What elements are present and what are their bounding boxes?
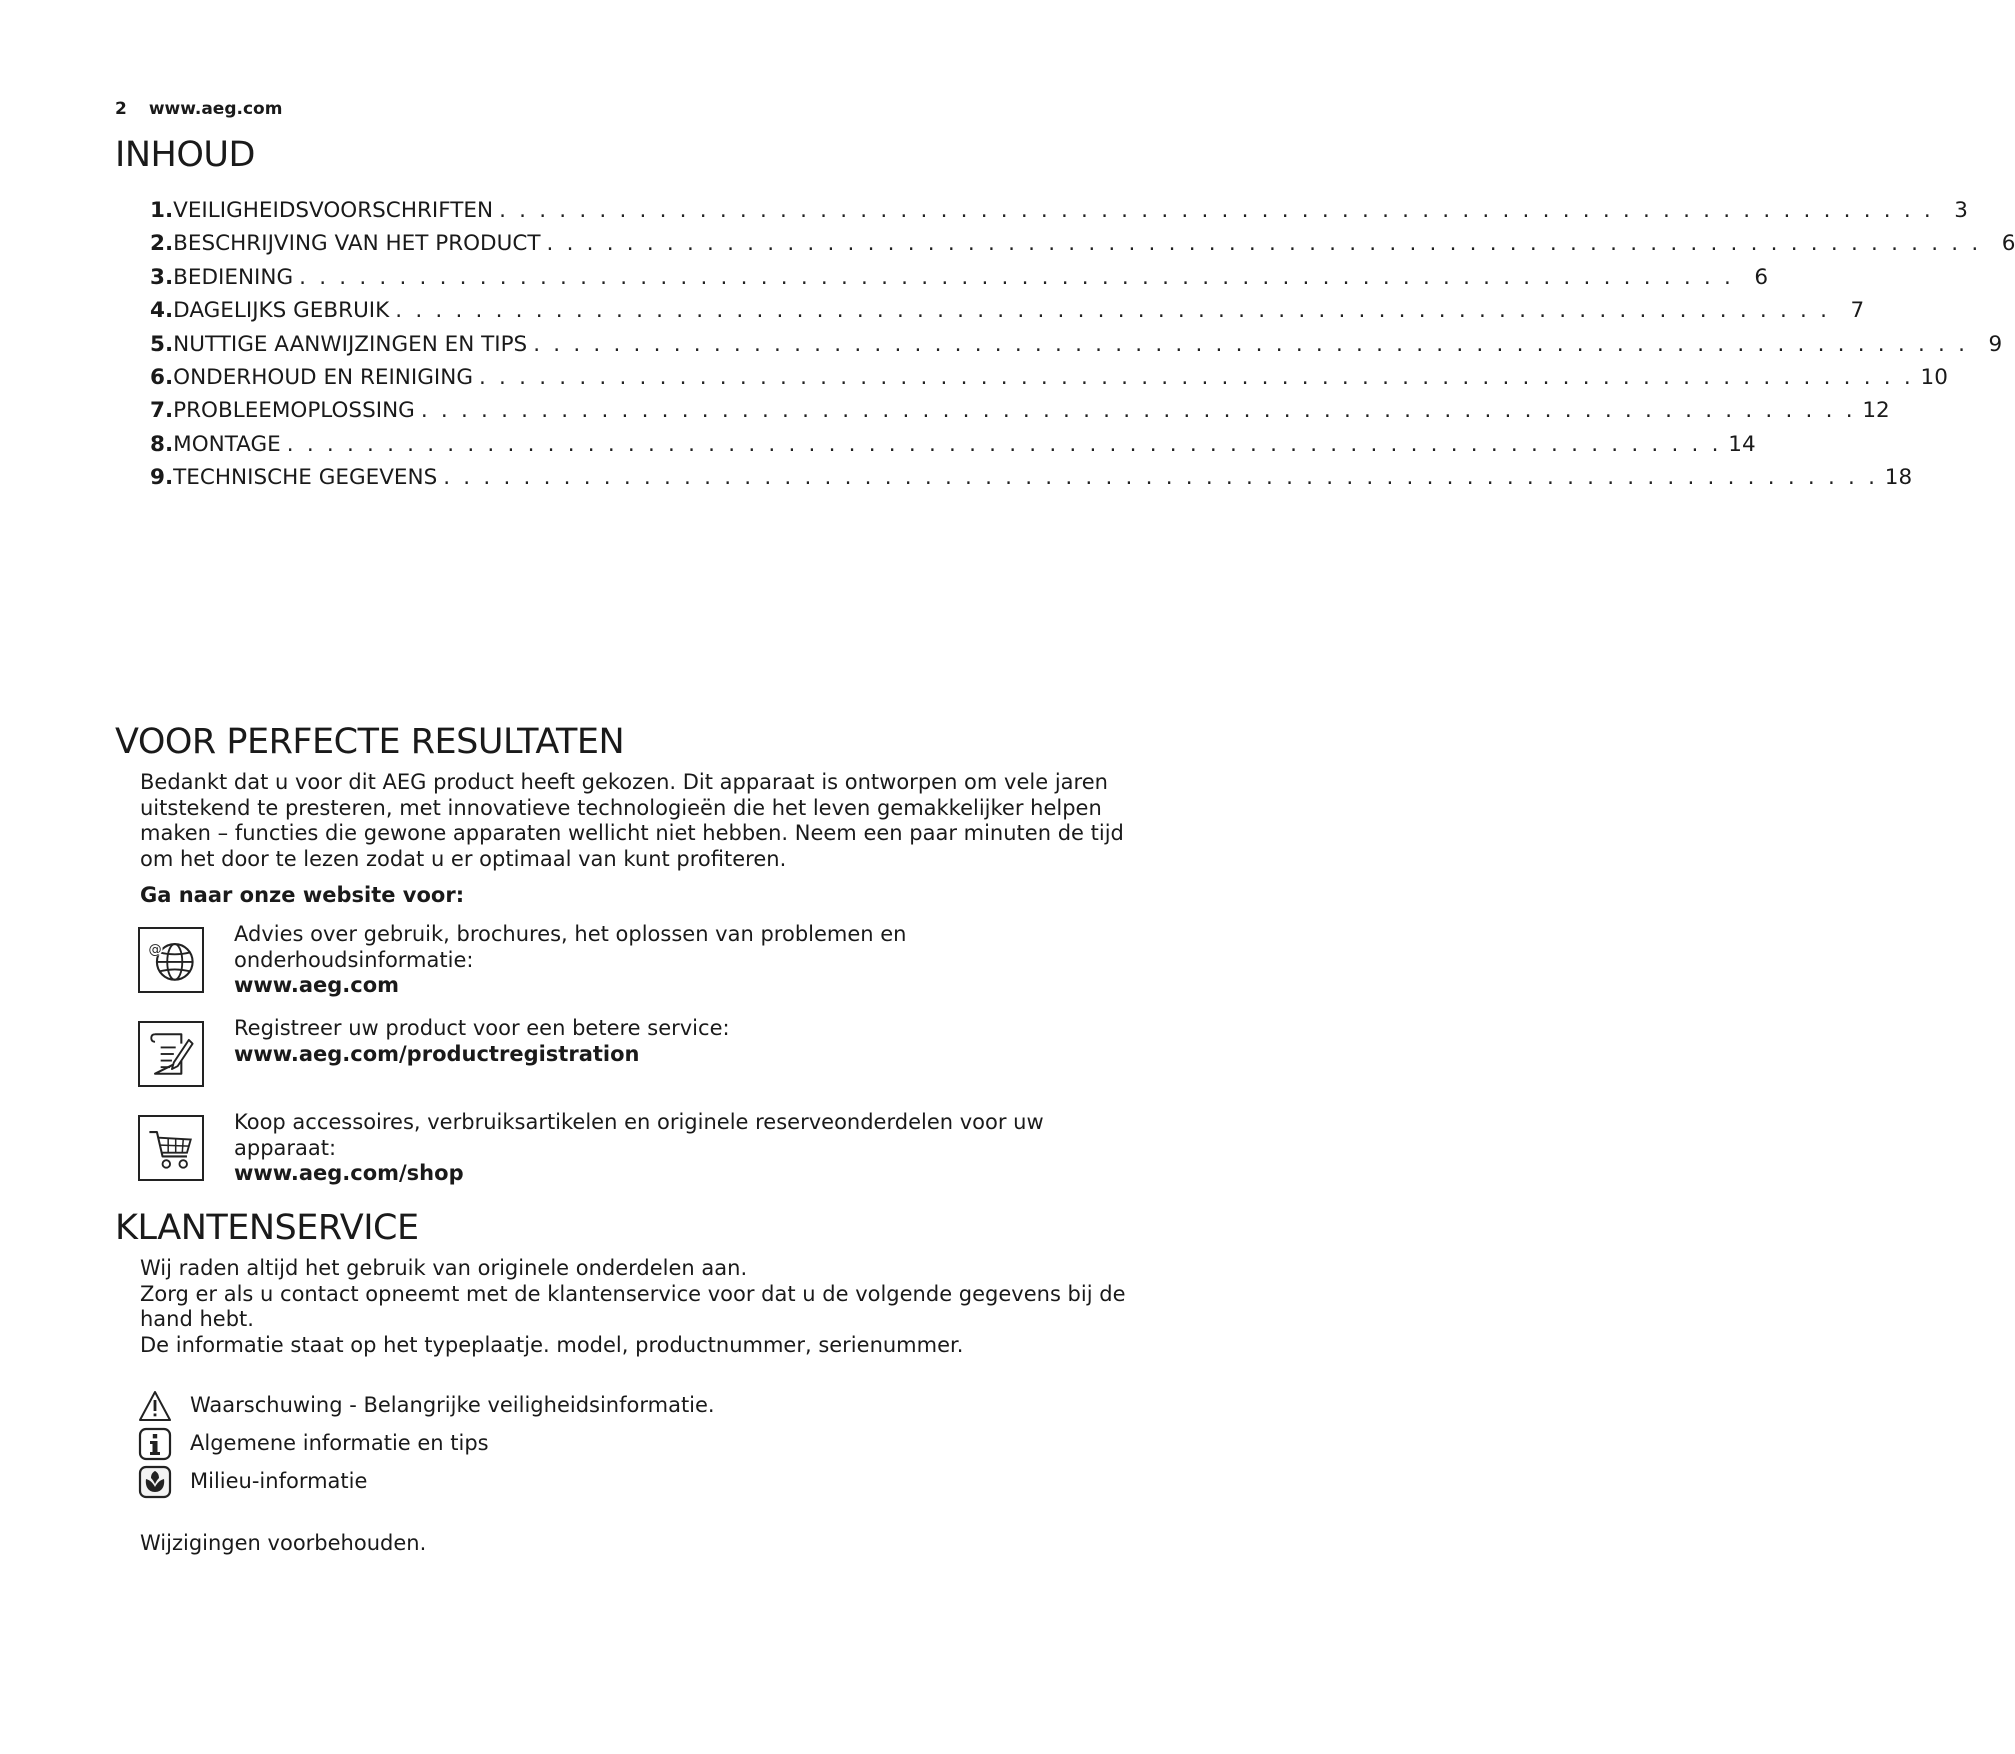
toc-entry-page: 6 [2001, 231, 2015, 257]
toc-entry-number: 8. [150, 431, 174, 457]
website-item-line: Registreer uw product voor een betere service: [234, 1016, 730, 1040]
toc-entry-page: 14 [1728, 431, 1756, 457]
header-url[interactable]: www.aeg.com [148, 99, 283, 119]
toc-entry-page: 12 [1862, 398, 1890, 424]
toc-entry-number: 6. [150, 364, 174, 390]
toc-entry-title: BEDIENING [173, 264, 294, 290]
results-intro [140, 770, 1130, 872]
website-link[interactable]: www.aeg.com [234, 973, 400, 997]
toc-entry-title: PROBLEEMOPLOSSING [173, 398, 415, 424]
toc-entry[interactable] [150, 264, 1769, 298]
website-item-text [234, 1110, 1114, 1187]
toc-entry-number: 1. [150, 198, 174, 223]
shopping-cart-icon [138, 1115, 204, 1181]
toc-entry-number: 9. [150, 465, 174, 491]
toc-entry-page: 7 [1850, 298, 1865, 324]
toc-entry-page: 18 [1884, 465, 1913, 491]
dot-leader: . . . . . . . . . . . . . . . . . . . . . . . . . . . . . . . . . . . . . . . . . . . . . . . . . . . . . . . . . . . . . . . . . . . . . . . . [443, 465, 1879, 491]
toc-entry-page: 9 [1988, 331, 2003, 357]
info-icon [138, 1427, 172, 1461]
website-link[interactable]: www.aeg.com/productregistration [234, 1041, 640, 1066]
page-header [115, 99, 282, 119]
toc-entry-title: ONDERHOUD EN REINIGING [173, 364, 473, 390]
website-item-line: apparaat: [234, 1135, 337, 1160]
dot-leader: . . . . . . . . . . . . . . . . . . . . . . . . . . . . . . . . . . . . . . . . . . . . . . . . . . . . . . . . . . . . . . . . . . . . . . . . [546, 231, 1982, 257]
toc-heading: INHOUD [115, 135, 255, 175]
dot-leader: . . . . . . . . . . . . . . . . . . . . . . . . . . . . . . . . . . . . . . . . . . . . . . . . . . . . . . . . . . . . . . . . . . . . . . . . [395, 298, 1831, 324]
toc-entry-title: BESCHRIJVING VAN HET PRODUCT [173, 231, 541, 257]
intro-line: om het door te lezen zodat u er optimaal van kunt profiteren. [140, 846, 787, 871]
intro-line: maken – functies die gewone apparaten wellicht niet hebben. Neem een paar minuten de tijd [140, 821, 1124, 845]
website-item-line: Koop accessoires, verbruiksartikelen en originele reserveonderdelen voor uw [234, 1110, 1044, 1134]
toc-entry-number: 3. [150, 264, 174, 290]
intro-line: uitstekend te presteren, met innovatieve technologieën die het leven gemakkelijker helpen [140, 795, 1102, 820]
website-item-line: Advies over gebruik, brochures, het oplossen van problemen en [234, 922, 907, 946]
website-lead: Ga naar onze website voor: [140, 883, 465, 907]
symbol-label: Algemene informatie en tips [190, 1431, 489, 1455]
dot-leader: . . . . . . . . . . . . . . . . . . . . . . . . . . . . . . . . . . . . . . . . . . . . . . . . . . . . . . . . . . . . . . . . . . . . . . . . [299, 264, 1735, 290]
service-heading: KLANTENSERVICE [115, 1208, 419, 1248]
toc-entry-number: 5. [150, 331, 174, 357]
toc-entry-title: TECHNISCHE GEGEVENS [173, 465, 438, 491]
environment-icon [138, 1465, 172, 1499]
toc-entry-number: 7. [150, 398, 174, 424]
dot-leader: . . . . . . . . . . . . . . . . . . . . . . . . . . . . . . . . . . . . . . . . . . . . . . . . . . . . . . . . . . . . . . . . . . . . . . . . [286, 431, 1722, 457]
service-text [140, 1256, 1130, 1358]
dot-leader: . . . . . . . . . . . . . . . . . . . . . . . . . . . . . . . . . . . . . . . . . . . . . . . . . . . . . . . . . . . . . . . . . . . . . . . . [478, 364, 1914, 390]
toc-entry-page: 3 [1954, 198, 1968, 223]
symbol-label: Waarschuwing - Belangrijke veiligheidsinformatie. [190, 1393, 715, 1417]
service-line: Wij raden altijd het gebruik van originele onderdelen aan. [140, 1256, 748, 1280]
toc-entry-title: VEILIGHEIDSVOORSCHRIFTEN [173, 198, 494, 223]
toc-entry-page: 10 [1920, 364, 1948, 390]
table-of-contents [150, 198, 2015, 499]
service-line: Zorg er als u contact opneemt met de klantenservice voor dat u de volgende gegevens bij de [140, 1281, 1126, 1306]
service-line: De informatie staat op het typeplaatje. model, productnummer, serienummer. [140, 1332, 964, 1357]
footer-note: Wijzigingen voorbehouden. [140, 1531, 427, 1555]
results-heading: VOOR PERFECTE RESULTATEN [115, 722, 625, 762]
dot-leader: . . . . . . . . . . . . . . . . . . . . . . . . . . . . . . . . . . . . . . . . . . . . . . . . . . . . . . . . . . . . . . . . . . . . . . . . [499, 198, 1934, 223]
website-item-text [234, 922, 1114, 999]
registration-document-icon [138, 1021, 204, 1087]
symbol-label: Milieu-informatie [190, 1469, 368, 1493]
toc-entry[interactable] [150, 465, 1913, 498]
website-item-text [234, 1016, 1114, 1067]
toc-entry-page: 6 [1754, 264, 1769, 290]
dot-leader: . . . . . . . . . . . . . . . . . . . . . . . . . . . . . . . . . . . . . . . . . . . . . . . . . . . . . . . . . . . . . . . . . . . . . . . . [420, 398, 1856, 424]
intro-line: Bedankt dat u voor dit AEG product heeft gekozen. Dit apparaat is ontworpen om vele jaren [140, 770, 1108, 794]
toc-entry-number: 2. [150, 231, 174, 257]
svg-text:@: @ [148, 942, 162, 958]
warning-triangle-icon [138, 1389, 172, 1423]
website-link[interactable]: www.aeg.com/shop [234, 1161, 464, 1185]
toc-entry[interactable] [150, 198, 1968, 231]
globe-at-icon [138, 927, 204, 993]
toc-entry[interactable] [150, 364, 1948, 398]
toc-entry[interactable] [150, 298, 1865, 331]
toc-entry[interactable] [150, 398, 1890, 431]
website-item-line: onderhoudsinformatie: [234, 947, 474, 972]
page-number: 2 [115, 99, 127, 119]
toc-entry-number: 4. [150, 298, 174, 324]
toc-entry-title: MONTAGE [173, 431, 281, 457]
toc-entry[interactable] [150, 231, 2015, 264]
toc-entry-title: NUTTIGE AANWIJZINGEN EN TIPS [173, 331, 528, 357]
service-line: hand hebt. [140, 1307, 254, 1331]
toc-entry[interactable] [150, 431, 1756, 465]
dot-leader: . . . . . . . . . . . . . . . . . . . . . . . . . . . . . . . . . . . . . . . . . . . . . . . . . . . . . . . . . . . . . . . . . . . . . . . . [533, 331, 1969, 357]
toc-entry[interactable] [150, 331, 2003, 365]
toc-entry-title: DAGELIJKS GEBRUIK [173, 298, 390, 324]
